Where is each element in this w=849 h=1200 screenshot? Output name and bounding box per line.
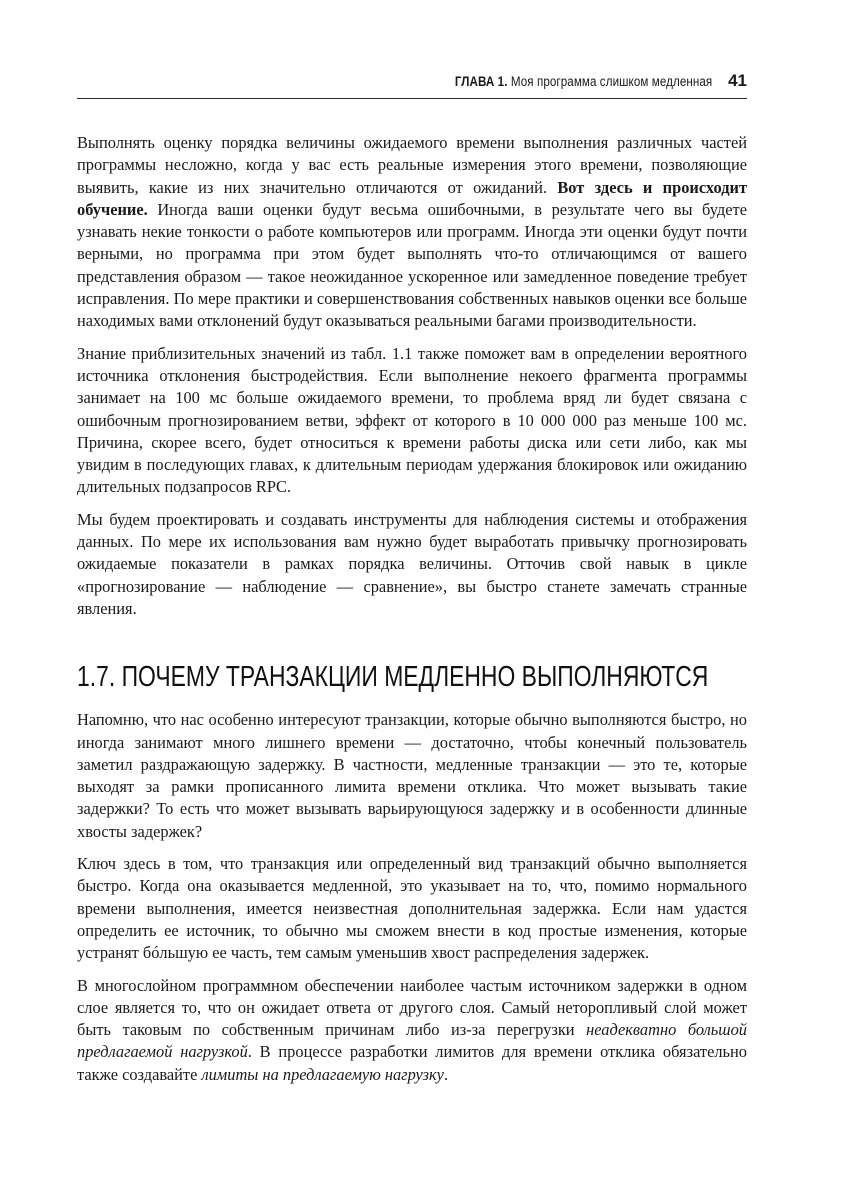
paragraph-6 (77, 975, 747, 1086)
chapter-title: Моя программа слишком медленная (510, 74, 713, 89)
page-body (77, 132, 747, 1096)
section-heading: 1.7. ПОЧЕМУ ТРАНЗАКЦИИ МЕДЛЕННО ВЫПОЛНЯЮТСЯ (77, 661, 709, 694)
paragraph-6-text-middle: . В процессе разработки лимитов для времени отклика обязательно также создавайте (77, 1042, 747, 1084)
paragraph-5: Ключ здесь в том, что транзакция или определенный вид транзакций обычно выполняется быстро. Когда она оказывается медленной, это указывает на то, что, помимо нормального времени выполнения, имеется неизвестная дополнительная задержка. Если нам удастся определить ее источник, то обычно мы сможем внести в код простые изменения, которые устранят бóльшую ее часть, тем самым уменьшив хвост распределения задержек. (77, 854, 747, 963)
chapter-label: ГЛАВА 1. (454, 74, 508, 89)
paragraph-6-text-end: . (443, 1064, 449, 1084)
paragraph-1-bold-phrase: Вот здесь и происходит обучение. (77, 177, 747, 219)
paragraph-1-text-start: Выполнять оценку порядка величины ожидаемого времени выполнения различных частей программы несложно, когда у вас есть реальные измерения этого времени, позволяющие выявить, какие из них значительно отличаются от ожиданий. (77, 133, 747, 197)
paragraph-2: Знание приблизительных значений из табл. 1.1 также поможет вам в определении вероятного источника отклонения быстродействия. Если выполнение некоего фрагмента программы занимает на 100 мс больше ожидаемого времени, то проблема вряд ли будет связана с ошибочным прогнозированием ветви, эффект от которого в 10 000 000 раз меньше 100 мс. Причина, скорее всего, будет относиться к времени работы диска или сети либо, как мы увидим в последующих главах, к длительным периодам удержания блокировок или ожиданию длительных подзапросов RPC. (77, 343, 747, 497)
paragraph-6-italic-phrase-2: лимиты на предлагаемую нагрузку (201, 1064, 444, 1084)
paragraph-1-text-end: Иногда ваши оценки будут весьма ошибочными, в результате чего вы будете узнавать некие тонкости о работе компьютеров или программ. Иногда эти оценки будут почти верными, но программа при этом будет выполнять что-то отличающимся от вашего представления образом — такое неожиданное ускоренное или замедленное поведение требует исправления. По мере практики и совершенствования собственных навыков оценки все больше находимых вами отклонений будут оказываться реальными багами производительности. (77, 199, 747, 331)
paragraph-6-text-start: В многослойном программном обеспечении наиболее частым источником задержки в одном слое является то, что он ожидает ответа от другого слоя. Самый неторопливый слой может быть таковым по собственным причинам либо из-за перегрузки (77, 975, 747, 1040)
running-title (455, 74, 712, 89)
paragraph-4: Напомню, что нас особенно интересуют транзакции, которые обычно выполняются быстро, но иногда занимают много лишнего времени — достаточно, чтобы конечный пользователь заметил раздражающую задержку. В частности, медленные транзакции — это те, которые выходят за рамки прописанного лимита времени отклика. Что может вызывать такие задержки? То есть что может вызывать варьирующуюся задержку и в особенности длинные хвосты задержек? (77, 710, 747, 841)
running-header (77, 68, 747, 99)
paragraph-3: Мы будем проектировать и создавать инструменты для наблюдения системы и отображения данных. По мере их использования вам нужно будет выработать привычку прогнозировать ожидаемые показатели в рамках порядка величины. Отточив свой навык в цикле «прогнозирование — наблюдение — сравнение», вы быстро станете замечать странные явления. (77, 509, 747, 618)
page-number: 41 (728, 71, 747, 90)
paragraph-1 (77, 132, 747, 333)
paragraph-6-italic-phrase-1: неадекватно большой предлагаемой нагрузкой (77, 1020, 748, 1062)
